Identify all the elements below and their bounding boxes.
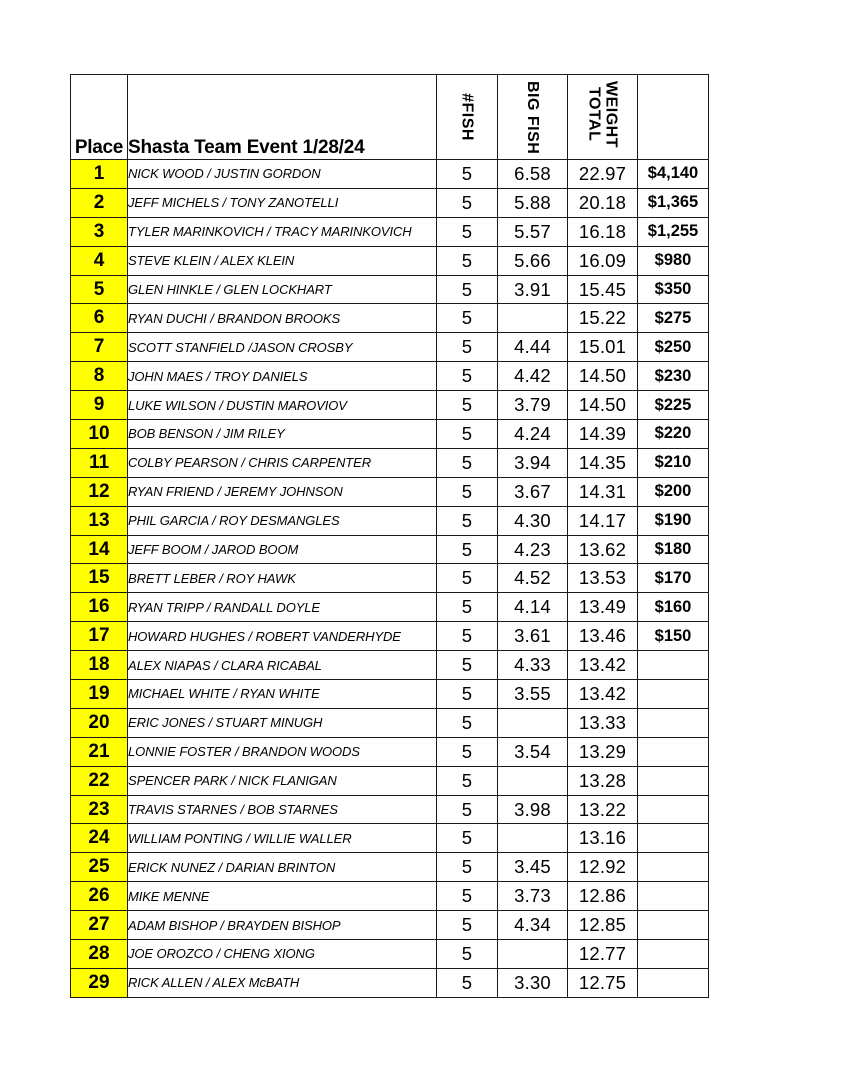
num-fish-cell: 5 — [437, 333, 498, 362]
place-cell: 21 — [71, 737, 128, 766]
header-weight-line1: WEIGHT — [602, 81, 620, 148]
num-fish-cell: 5 — [437, 420, 498, 449]
table-row — [71, 362, 709, 391]
weight-total-cell: 12.92 — [568, 853, 638, 882]
prize-cell: $160 — [638, 593, 709, 622]
team-name-cell: NICK WOOD / JUSTIN GORDON — [128, 160, 437, 189]
table-row — [71, 622, 709, 651]
header-big-fish — [498, 75, 568, 160]
table-row — [71, 246, 709, 275]
big-fish-cell: 3.30 — [498, 968, 568, 997]
team-name-cell: JOE OROZCO / CHENG XIONG — [128, 940, 437, 969]
team-name-cell: COLBY PEARSON / CHRIS CARPENTER — [128, 448, 437, 477]
num-fish-cell: 5 — [437, 160, 498, 189]
big-fish-cell: 4.23 — [498, 535, 568, 564]
prize-cell: $1,255 — [638, 217, 709, 246]
weight-total-cell: 13.29 — [568, 737, 638, 766]
table-row — [71, 651, 709, 680]
big-fish-cell: 3.54 — [498, 737, 568, 766]
num-fish-cell: 5 — [437, 217, 498, 246]
prize-cell: $225 — [638, 391, 709, 420]
team-name-cell: STEVE KLEIN / ALEX KLEIN — [128, 246, 437, 275]
num-fish-cell: 5 — [437, 448, 498, 477]
big-fish-cell: 5.88 — [498, 188, 568, 217]
weight-total-cell: 13.46 — [568, 622, 638, 651]
team-name-cell: GLEN HINKLE / GLEN LOCKHART — [128, 275, 437, 304]
team-name-cell: JEFF BOOM / JAROD BOOM — [128, 535, 437, 564]
num-fish-cell: 5 — [437, 680, 498, 709]
big-fish-cell: 3.79 — [498, 391, 568, 420]
big-fish-cell: 4.24 — [498, 420, 568, 449]
big-fish-cell: 5.66 — [498, 246, 568, 275]
team-name-cell: JOHN MAES / TROY DANIELS — [128, 362, 437, 391]
team-name-cell: RICK ALLEN / ALEX McBATH — [128, 968, 437, 997]
place-cell: 15 — [71, 564, 128, 593]
team-name-cell: ALEX NIAPAS / CLARA RICABAL — [128, 651, 437, 680]
team-name-cell: MIKE MENNE — [128, 882, 437, 911]
place-cell: 8 — [71, 362, 128, 391]
team-name-cell: BOB BENSON / JIM RILEY — [128, 420, 437, 449]
team-name-cell: MICHAEL WHITE / RYAN WHITE — [128, 680, 437, 709]
weight-total-cell: 14.35 — [568, 448, 638, 477]
weight-total-cell: 14.17 — [568, 506, 638, 535]
team-name-cell: ERIC JONES / STUART MINUGH — [128, 708, 437, 737]
table-row — [71, 824, 709, 853]
table-row — [71, 968, 709, 997]
table-row — [71, 420, 709, 449]
num-fish-cell: 5 — [437, 564, 498, 593]
num-fish-cell: 5 — [437, 795, 498, 824]
prize-cell — [638, 853, 709, 882]
big-fish-cell: 3.98 — [498, 795, 568, 824]
place-cell: 19 — [71, 680, 128, 709]
big-fish-cell: 4.42 — [498, 362, 568, 391]
num-fish-cell: 5 — [437, 477, 498, 506]
header-place: Place — [71, 75, 128, 160]
prize-cell: $230 — [638, 362, 709, 391]
table-row — [71, 708, 709, 737]
weight-total-cell: 16.18 — [568, 217, 638, 246]
place-cell: 24 — [71, 824, 128, 853]
table-row — [71, 506, 709, 535]
big-fish-cell: 3.67 — [498, 477, 568, 506]
weight-total-cell: 15.22 — [568, 304, 638, 333]
place-cell: 9 — [71, 391, 128, 420]
prize-cell: $170 — [638, 564, 709, 593]
prize-cell — [638, 824, 709, 853]
big-fish-cell: 3.45 — [498, 853, 568, 882]
num-fish-cell: 5 — [437, 853, 498, 882]
big-fish-cell — [498, 766, 568, 795]
team-name-cell: PHIL GARCIA / ROY DESMANGLES — [128, 506, 437, 535]
num-fish-cell: 5 — [437, 275, 498, 304]
prize-cell: $190 — [638, 506, 709, 535]
table-row — [71, 564, 709, 593]
num-fish-cell: 5 — [437, 622, 498, 651]
prize-cell: $350 — [638, 275, 709, 304]
place-cell: 18 — [71, 651, 128, 680]
team-name-cell: JEFF MICHELS / TONY ZANOTELLI — [128, 188, 437, 217]
weight-total-cell: 22.97 — [568, 160, 638, 189]
big-fish-cell: 4.14 — [498, 593, 568, 622]
results-table — [70, 74, 709, 998]
prize-cell: $275 — [638, 304, 709, 333]
num-fish-cell: 5 — [437, 246, 498, 275]
table-row — [71, 795, 709, 824]
place-cell: 5 — [71, 275, 128, 304]
table-row — [71, 217, 709, 246]
place-cell: 22 — [71, 766, 128, 795]
weight-total-cell: 13.22 — [568, 795, 638, 824]
big-fish-cell — [498, 824, 568, 853]
prize-cell: $180 — [638, 535, 709, 564]
table-row — [71, 853, 709, 882]
event-title: Shasta Team Event 1/28/24 — [128, 75, 437, 160]
prize-cell — [638, 651, 709, 680]
num-fish-cell: 5 — [437, 304, 498, 333]
weight-total-cell: 14.50 — [568, 391, 638, 420]
big-fish-cell: 4.33 — [498, 651, 568, 680]
team-name-cell: TYLER MARINKOVICH / TRACY MARINKOVICH — [128, 217, 437, 246]
place-cell: 11 — [71, 448, 128, 477]
weight-total-cell: 14.31 — [568, 477, 638, 506]
big-fish-cell: 3.55 — [498, 680, 568, 709]
big-fish-cell: 5.57 — [498, 217, 568, 246]
weight-total-cell: 12.77 — [568, 940, 638, 969]
place-cell: 6 — [71, 304, 128, 333]
big-fish-cell: 3.73 — [498, 882, 568, 911]
place-cell: 12 — [71, 477, 128, 506]
num-fish-cell: 5 — [437, 362, 498, 391]
prize-cell: $210 — [638, 448, 709, 477]
num-fish-cell: 5 — [437, 188, 498, 217]
table-row — [71, 940, 709, 969]
place-cell: 20 — [71, 708, 128, 737]
place-cell: 23 — [71, 795, 128, 824]
header-weight-total — [568, 75, 638, 160]
table-row — [71, 391, 709, 420]
table-row — [71, 535, 709, 564]
num-fish-cell: 5 — [437, 535, 498, 564]
prize-cell: $200 — [638, 477, 709, 506]
table-row — [71, 160, 709, 189]
place-cell: 29 — [71, 968, 128, 997]
num-fish-cell: 5 — [437, 506, 498, 535]
place-cell: 28 — [71, 940, 128, 969]
place-cell: 4 — [71, 246, 128, 275]
big-fish-cell: 3.61 — [498, 622, 568, 651]
header-row — [71, 75, 709, 160]
weight-total-cell: 13.28 — [568, 766, 638, 795]
table-row — [71, 882, 709, 911]
place-cell: 17 — [71, 622, 128, 651]
team-name-cell: BRETT LEBER / ROY HAWK — [128, 564, 437, 593]
big-fish-cell — [498, 304, 568, 333]
team-name-cell: HOWARD HUGHES / ROBERT VANDERHYDE — [128, 622, 437, 651]
prize-cell: $220 — [638, 420, 709, 449]
num-fish-cell: 5 — [437, 708, 498, 737]
weight-total-cell: 13.53 — [568, 564, 638, 593]
prize-cell — [638, 940, 709, 969]
prize-cell — [638, 680, 709, 709]
header-big-fish-label: BIG FISH — [524, 81, 541, 155]
header-weight-line2: TOTAL — [585, 87, 603, 142]
team-name-cell: RYAN DUCHI / BRANDON BROOKS — [128, 304, 437, 333]
weight-total-cell: 13.42 — [568, 651, 638, 680]
weight-total-cell: 13.33 — [568, 708, 638, 737]
prize-cell: $250 — [638, 333, 709, 362]
weight-total-cell: 13.42 — [568, 680, 638, 709]
prize-cell — [638, 737, 709, 766]
team-name-cell: RYAN TRIPP / RANDALL DOYLE — [128, 593, 437, 622]
weight-total-cell: 20.18 — [568, 188, 638, 217]
table-row — [71, 766, 709, 795]
place-cell: 25 — [71, 853, 128, 882]
big-fish-cell: 4.44 — [498, 333, 568, 362]
prize-cell — [638, 882, 709, 911]
header-num-fish-label: #FISH — [458, 93, 476, 141]
num-fish-cell: 5 — [437, 911, 498, 940]
weight-total-cell: 12.75 — [568, 968, 638, 997]
weight-total-cell: 14.50 — [568, 362, 638, 391]
prize-cell — [638, 911, 709, 940]
table-row — [71, 448, 709, 477]
weight-total-cell: 13.62 — [568, 535, 638, 564]
place-cell: 14 — [71, 535, 128, 564]
team-name-cell: SCOTT STANFIELD /JASON CROSBY — [128, 333, 437, 362]
team-name-cell: ADAM BISHOP / BRAYDEN BISHOP — [128, 911, 437, 940]
big-fish-cell: 3.94 — [498, 448, 568, 477]
prize-cell — [638, 795, 709, 824]
header-prize — [638, 75, 709, 160]
place-cell: 27 — [71, 911, 128, 940]
table-row — [71, 275, 709, 304]
prize-cell: $1,365 — [638, 188, 709, 217]
weight-total-cell: 15.01 — [568, 333, 638, 362]
num-fish-cell: 5 — [437, 593, 498, 622]
weight-total-cell: 16.09 — [568, 246, 638, 275]
header-num-fish — [437, 75, 498, 160]
num-fish-cell: 5 — [437, 940, 498, 969]
weight-total-cell: 13.49 — [568, 593, 638, 622]
table-row — [71, 333, 709, 362]
team-name-cell: WILLIAM PONTING / WILLIE WALLER — [128, 824, 437, 853]
place-cell: 2 — [71, 188, 128, 217]
place-cell: 16 — [71, 593, 128, 622]
table-row — [71, 477, 709, 506]
table-row — [71, 680, 709, 709]
table-row — [71, 304, 709, 333]
prize-cell — [638, 708, 709, 737]
team-name-cell: LUKE WILSON / DUSTIN MAROVIOV — [128, 391, 437, 420]
prize-cell: $4,140 — [638, 160, 709, 189]
num-fish-cell: 5 — [437, 968, 498, 997]
num-fish-cell: 5 — [437, 882, 498, 911]
table-row — [71, 737, 709, 766]
weight-total-cell: 15.45 — [568, 275, 638, 304]
big-fish-cell: 4.30 — [498, 506, 568, 535]
big-fish-cell: 4.34 — [498, 911, 568, 940]
num-fish-cell: 5 — [437, 766, 498, 795]
place-cell: 3 — [71, 217, 128, 246]
prize-cell — [638, 968, 709, 997]
big-fish-cell — [498, 940, 568, 969]
team-name-cell: ERICK NUNEZ / DARIAN BRINTON — [128, 853, 437, 882]
big-fish-cell: 6.58 — [498, 160, 568, 189]
num-fish-cell: 5 — [437, 824, 498, 853]
num-fish-cell: 5 — [437, 391, 498, 420]
place-cell: 7 — [71, 333, 128, 362]
team-name-cell: LONNIE FOSTER / BRANDON WOODS — [128, 737, 437, 766]
weight-total-cell: 13.16 — [568, 824, 638, 853]
place-cell: 1 — [71, 160, 128, 189]
table-row — [71, 593, 709, 622]
prize-cell: $980 — [638, 246, 709, 275]
weight-total-cell: 12.86 — [568, 882, 638, 911]
team-name-cell: SPENCER PARK / NICK FLANIGAN — [128, 766, 437, 795]
team-name-cell: RYAN FRIEND / JEREMY JOHNSON — [128, 477, 437, 506]
table-row — [71, 911, 709, 940]
big-fish-cell: 3.91 — [498, 275, 568, 304]
table-row — [71, 188, 709, 217]
place-cell: 13 — [71, 506, 128, 535]
prize-cell: $150 — [638, 622, 709, 651]
prize-cell — [638, 766, 709, 795]
big-fish-cell: 4.52 — [498, 564, 568, 593]
num-fish-cell: 5 — [437, 737, 498, 766]
weight-total-cell: 14.39 — [568, 420, 638, 449]
team-name-cell: TRAVIS STARNES / BOB STARNES — [128, 795, 437, 824]
header-weight-total-label — [586, 81, 620, 148]
place-cell: 26 — [71, 882, 128, 911]
weight-total-cell: 12.85 — [568, 911, 638, 940]
big-fish-cell — [498, 708, 568, 737]
num-fish-cell: 5 — [437, 651, 498, 680]
place-cell: 10 — [71, 420, 128, 449]
